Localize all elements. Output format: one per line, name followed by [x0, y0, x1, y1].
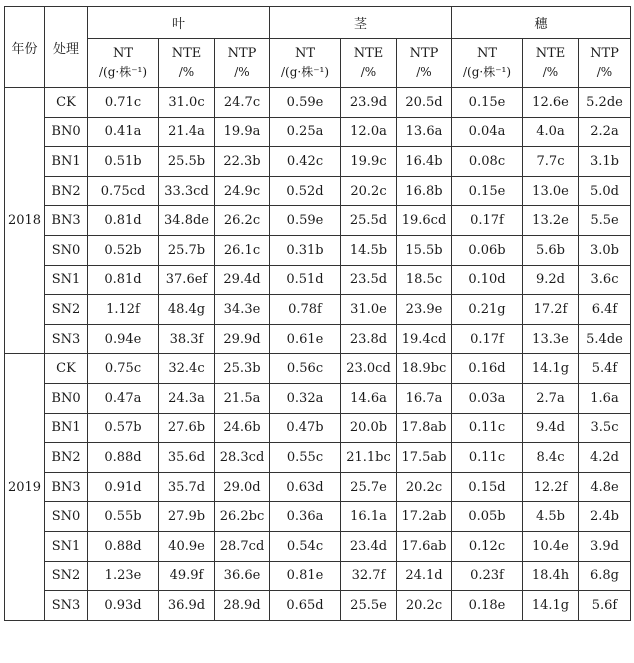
value-cell: 0.16d — [452, 354, 523, 384]
value-cell: 4.5b — [523, 502, 579, 532]
treatment-cell: BN0 — [45, 117, 88, 147]
value-cell: 0.47a — [88, 383, 159, 413]
value-cell: 27.9b — [159, 502, 215, 532]
value-cell: 17.8ab — [397, 413, 452, 443]
year-cell: 2018 — [5, 88, 45, 354]
value-cell: 14.6a — [341, 383, 397, 413]
value-cell: 17.5ab — [397, 443, 452, 473]
value-cell: 2.7a — [523, 383, 579, 413]
metric-unit: /% — [234, 65, 250, 79]
value-cell: 6.4f — [579, 295, 631, 325]
value-cell: 0.15e — [452, 176, 523, 206]
data-table-container — [4, 6, 631, 621]
value-cell: 16.4b — [397, 147, 452, 177]
value-cell: 17.2f — [523, 295, 579, 325]
table-row — [5, 265, 631, 295]
value-cell: 17.2ab — [397, 502, 452, 532]
value-cell: 19.4cd — [397, 324, 452, 354]
value-cell: 24.7c — [215, 88, 270, 118]
value-cell: 4.0a — [523, 117, 579, 147]
treatment-cell: CK — [45, 354, 88, 384]
value-cell: 48.4g — [159, 295, 215, 325]
metric-name: NT — [294, 46, 316, 61]
treatment-cell: BN3 — [45, 206, 88, 236]
value-cell: 21.5a — [215, 383, 270, 413]
value-cell: 34.8de — [159, 206, 215, 236]
value-cell: 26.2c — [215, 206, 270, 236]
value-cell: 0.55c — [270, 443, 341, 473]
value-cell: 0.10d — [452, 265, 523, 295]
value-cell: 32.4c — [159, 354, 215, 384]
value-cell: 22.3b — [215, 147, 270, 177]
value-cell: 6.8g — [579, 561, 631, 591]
value-cell: 0.59e — [270, 88, 341, 118]
treatment-cell: CK — [45, 88, 88, 118]
value-cell: 1.6a — [579, 383, 631, 413]
metric-name: NTE — [171, 46, 202, 61]
value-cell: 0.57b — [88, 413, 159, 443]
metric-header — [452, 39, 523, 88]
metric-header — [579, 39, 631, 88]
value-cell: 20.2c — [397, 472, 452, 502]
value-cell: 0.32a — [270, 383, 341, 413]
value-cell: 0.81d — [88, 206, 159, 236]
value-cell: 19.9c — [341, 147, 397, 177]
value-cell: 13.3e — [523, 324, 579, 354]
table-row — [5, 502, 631, 532]
organ-header-panicle: 穗 — [452, 7, 631, 39]
value-cell: 27.6b — [159, 413, 215, 443]
value-cell: 40.9e — [159, 531, 215, 561]
metric-name: NTP — [227, 46, 257, 61]
value-cell: 26.1c — [215, 235, 270, 265]
value-cell: 34.3e — [215, 295, 270, 325]
value-cell: 23.4d — [341, 531, 397, 561]
value-cell: 0.23f — [452, 561, 523, 591]
value-cell: 0.21g — [452, 295, 523, 325]
organ-header-stem: 茎 — [270, 7, 452, 39]
value-cell: 5.4f — [579, 354, 631, 384]
metric-unit: /% — [542, 65, 559, 79]
value-cell: 0.91d — [88, 472, 159, 502]
value-cell: 0.55b — [88, 502, 159, 532]
value-cell: 5.4de — [579, 324, 631, 354]
value-cell: 20.2c — [397, 591, 452, 621]
treatment-cell: SN3 — [45, 591, 88, 621]
year-column-header: 年份 — [5, 7, 45, 88]
treatment-cell: SN0 — [45, 235, 88, 265]
value-cell: 9.2d — [523, 265, 579, 295]
value-cell: 14.5b — [341, 235, 397, 265]
value-cell: 35.6d — [159, 443, 215, 473]
metric-unit: /% — [178, 65, 195, 79]
metric-header — [215, 39, 270, 88]
table-row — [5, 206, 631, 236]
value-cell: 28.9d — [215, 591, 270, 621]
value-cell: 12.6e — [523, 88, 579, 118]
value-cell: 0.08c — [452, 147, 523, 177]
table-row — [5, 295, 631, 325]
metric-unit: /(g·株⁻¹) — [98, 65, 148, 79]
treatment-cell: BN1 — [45, 147, 88, 177]
value-cell: 0.06b — [452, 235, 523, 265]
value-cell: 0.47b — [270, 413, 341, 443]
value-cell: 0.75cd — [88, 176, 159, 206]
value-cell: 5.0d — [579, 176, 631, 206]
metric-header — [270, 39, 341, 88]
table-row — [5, 383, 631, 413]
value-cell: 10.4e — [523, 531, 579, 561]
value-cell: 26.2bc — [215, 502, 270, 532]
value-cell: 24.1d — [397, 561, 452, 591]
value-cell: 9.4d — [523, 413, 579, 443]
value-cell: 0.52d — [270, 176, 341, 206]
metric-name: NTE — [535, 46, 566, 61]
metric-header — [523, 39, 579, 88]
value-cell: 0.51b — [88, 147, 159, 177]
value-cell: 1.12f — [88, 295, 159, 325]
value-cell: 4.8e — [579, 472, 631, 502]
value-cell: 3.5c — [579, 413, 631, 443]
value-cell: 24.3a — [159, 383, 215, 413]
table-row — [5, 531, 631, 561]
table-row — [5, 176, 631, 206]
value-cell: 36.9d — [159, 591, 215, 621]
value-cell: 12.0a — [341, 117, 397, 147]
treatment-cell: BN2 — [45, 176, 88, 206]
value-cell: 25.7b — [159, 235, 215, 265]
value-cell: 28.7cd — [215, 531, 270, 561]
value-cell: 1.23e — [88, 561, 159, 591]
value-cell: 0.52b — [88, 235, 159, 265]
value-cell: 16.8b — [397, 176, 452, 206]
value-cell: 5.5e — [579, 206, 631, 236]
value-cell: 14.1g — [523, 591, 579, 621]
value-cell: 5.6b — [523, 235, 579, 265]
value-cell: 0.81e — [270, 561, 341, 591]
value-cell: 3.0b — [579, 235, 631, 265]
value-cell: 3.6c — [579, 265, 631, 295]
value-cell: 12.2f — [523, 472, 579, 502]
treatment-cell: SN0 — [45, 502, 88, 532]
value-cell: 20.0b — [341, 413, 397, 443]
value-cell: 31.0e — [341, 295, 397, 325]
value-cell: 23.0cd — [341, 354, 397, 384]
value-cell: 37.6ef — [159, 265, 215, 295]
value-cell: 23.9e — [397, 295, 452, 325]
treatment-cell: SN1 — [45, 265, 88, 295]
value-cell: 5.2de — [579, 88, 631, 118]
value-cell: 4.2d — [579, 443, 631, 473]
value-cell: 2.2a — [579, 117, 631, 147]
value-cell: 19.9a — [215, 117, 270, 147]
value-cell: 0.61e — [270, 324, 341, 354]
value-cell: 16.1a — [341, 502, 397, 532]
table-row — [5, 561, 631, 591]
value-cell: 0.17f — [452, 206, 523, 236]
table-row — [5, 413, 631, 443]
table-row — [5, 354, 631, 384]
value-cell: 25.7e — [341, 472, 397, 502]
value-cell: 33.3cd — [159, 176, 215, 206]
metric-header — [159, 39, 215, 88]
value-cell: 25.5e — [341, 591, 397, 621]
table-row — [5, 591, 631, 621]
value-cell: 29.0d — [215, 472, 270, 502]
treatment-cell: BN1 — [45, 413, 88, 443]
value-cell: 0.88d — [88, 443, 159, 473]
value-cell: 0.15e — [452, 88, 523, 118]
value-cell: 0.93d — [88, 591, 159, 621]
value-cell: 23.5d — [341, 265, 397, 295]
table-row — [5, 472, 631, 502]
value-cell: 0.11c — [452, 443, 523, 473]
value-cell: 0.65d — [270, 591, 341, 621]
table-row — [5, 443, 631, 473]
value-cell: 0.59e — [270, 206, 341, 236]
value-cell: 5.6f — [579, 591, 631, 621]
value-cell: 0.51d — [270, 265, 341, 295]
value-cell: 0.41a — [88, 117, 159, 147]
value-cell: 0.71c — [88, 88, 159, 118]
value-cell: 0.04a — [452, 117, 523, 147]
value-cell: 0.11c — [452, 413, 523, 443]
metric-name: NT — [476, 46, 498, 61]
value-cell: 0.25a — [270, 117, 341, 147]
metric-unit: /% — [596, 65, 613, 79]
value-cell: 13.2e — [523, 206, 579, 236]
value-cell: 19.6cd — [397, 206, 452, 236]
value-cell: 7.7c — [523, 147, 579, 177]
value-cell: 36.6e — [215, 561, 270, 591]
value-cell: 3.9d — [579, 531, 631, 561]
year-cell: 2019 — [5, 354, 45, 620]
value-cell: 38.3f — [159, 324, 215, 354]
value-cell: 0.17f — [452, 324, 523, 354]
treatment-cell: BN0 — [45, 383, 88, 413]
value-cell: 25.5b — [159, 147, 215, 177]
table-row — [5, 147, 631, 177]
table-row — [5, 235, 631, 265]
value-cell: 35.7d — [159, 472, 215, 502]
treatment-cell: BN2 — [45, 443, 88, 473]
value-cell: 16.7a — [397, 383, 452, 413]
metric-header — [341, 39, 397, 88]
treatment-column-header: 处理 — [45, 7, 88, 88]
value-cell: 49.9f — [159, 561, 215, 591]
metric-header — [88, 39, 159, 88]
table-row — [5, 88, 631, 118]
value-cell: 0.18e — [452, 591, 523, 621]
treatment-cell: SN2 — [45, 561, 88, 591]
value-cell: 20.2c — [341, 176, 397, 206]
value-cell: 14.1g — [523, 354, 579, 384]
value-cell: 0.36a — [270, 502, 341, 532]
value-cell: 0.03a — [452, 383, 523, 413]
value-cell: 0.94e — [88, 324, 159, 354]
value-cell: 29.4d — [215, 265, 270, 295]
value-cell: 0.31b — [270, 235, 341, 265]
value-cell: 18.9bc — [397, 354, 452, 384]
value-cell: 0.15d — [452, 472, 523, 502]
treatment-cell: SN1 — [45, 531, 88, 561]
value-cell: 29.9d — [215, 324, 270, 354]
metric-unit: /(g·株⁻¹) — [280, 65, 330, 79]
value-cell: 2.4b — [579, 502, 631, 532]
value-cell: 0.63d — [270, 472, 341, 502]
value-cell: 17.6ab — [397, 531, 452, 561]
table-body — [5, 88, 631, 621]
value-cell: 0.42c — [270, 147, 341, 177]
value-cell: 23.8d — [341, 324, 397, 354]
metric-name: NTP — [590, 46, 619, 61]
value-cell: 13.0e — [523, 176, 579, 206]
metric-unit: /% — [360, 65, 377, 79]
value-cell: 0.78f — [270, 295, 341, 325]
value-cell: 0.81d — [88, 265, 159, 295]
value-cell: 0.05b — [452, 502, 523, 532]
value-cell: 20.5d — [397, 88, 452, 118]
treatment-cell: SN2 — [45, 295, 88, 325]
value-cell: 21.1bc — [341, 443, 397, 473]
nitrogen-transfer-table — [4, 6, 631, 621]
metric-unit: /(g·株⁻¹) — [462, 65, 512, 79]
treatment-cell: BN3 — [45, 472, 88, 502]
value-cell: 0.75c — [88, 354, 159, 384]
metric-name: NTP — [409, 46, 439, 61]
value-cell: 21.4a — [159, 117, 215, 147]
value-cell: 0.12c — [452, 531, 523, 561]
value-cell: 0.88d — [88, 531, 159, 561]
value-cell: 0.54c — [270, 531, 341, 561]
value-cell: 18.4h — [523, 561, 579, 591]
value-cell: 32.7f — [341, 561, 397, 591]
metric-name: NTE — [353, 46, 384, 61]
metric-unit: /% — [416, 65, 432, 79]
organ-header-leaf: 叶 — [88, 7, 270, 39]
treatment-cell: SN3 — [45, 324, 88, 354]
header-row-metrics — [5, 39, 631, 88]
value-cell: 24.6b — [215, 413, 270, 443]
metric-name: NT — [112, 46, 134, 61]
value-cell: 8.4c — [523, 443, 579, 473]
value-cell: 31.0c — [159, 88, 215, 118]
table-row — [5, 117, 631, 147]
value-cell: 28.3cd — [215, 443, 270, 473]
metric-header — [397, 39, 452, 88]
value-cell: 23.9d — [341, 88, 397, 118]
value-cell: 25.3b — [215, 354, 270, 384]
value-cell: 18.5c — [397, 265, 452, 295]
value-cell: 25.5d — [341, 206, 397, 236]
value-cell: 15.5b — [397, 235, 452, 265]
value-cell: 24.9c — [215, 176, 270, 206]
value-cell: 3.1b — [579, 147, 631, 177]
value-cell: 0.56c — [270, 354, 341, 384]
table-row — [5, 324, 631, 354]
header-row-organs — [5, 7, 631, 39]
value-cell: 13.6a — [397, 117, 452, 147]
